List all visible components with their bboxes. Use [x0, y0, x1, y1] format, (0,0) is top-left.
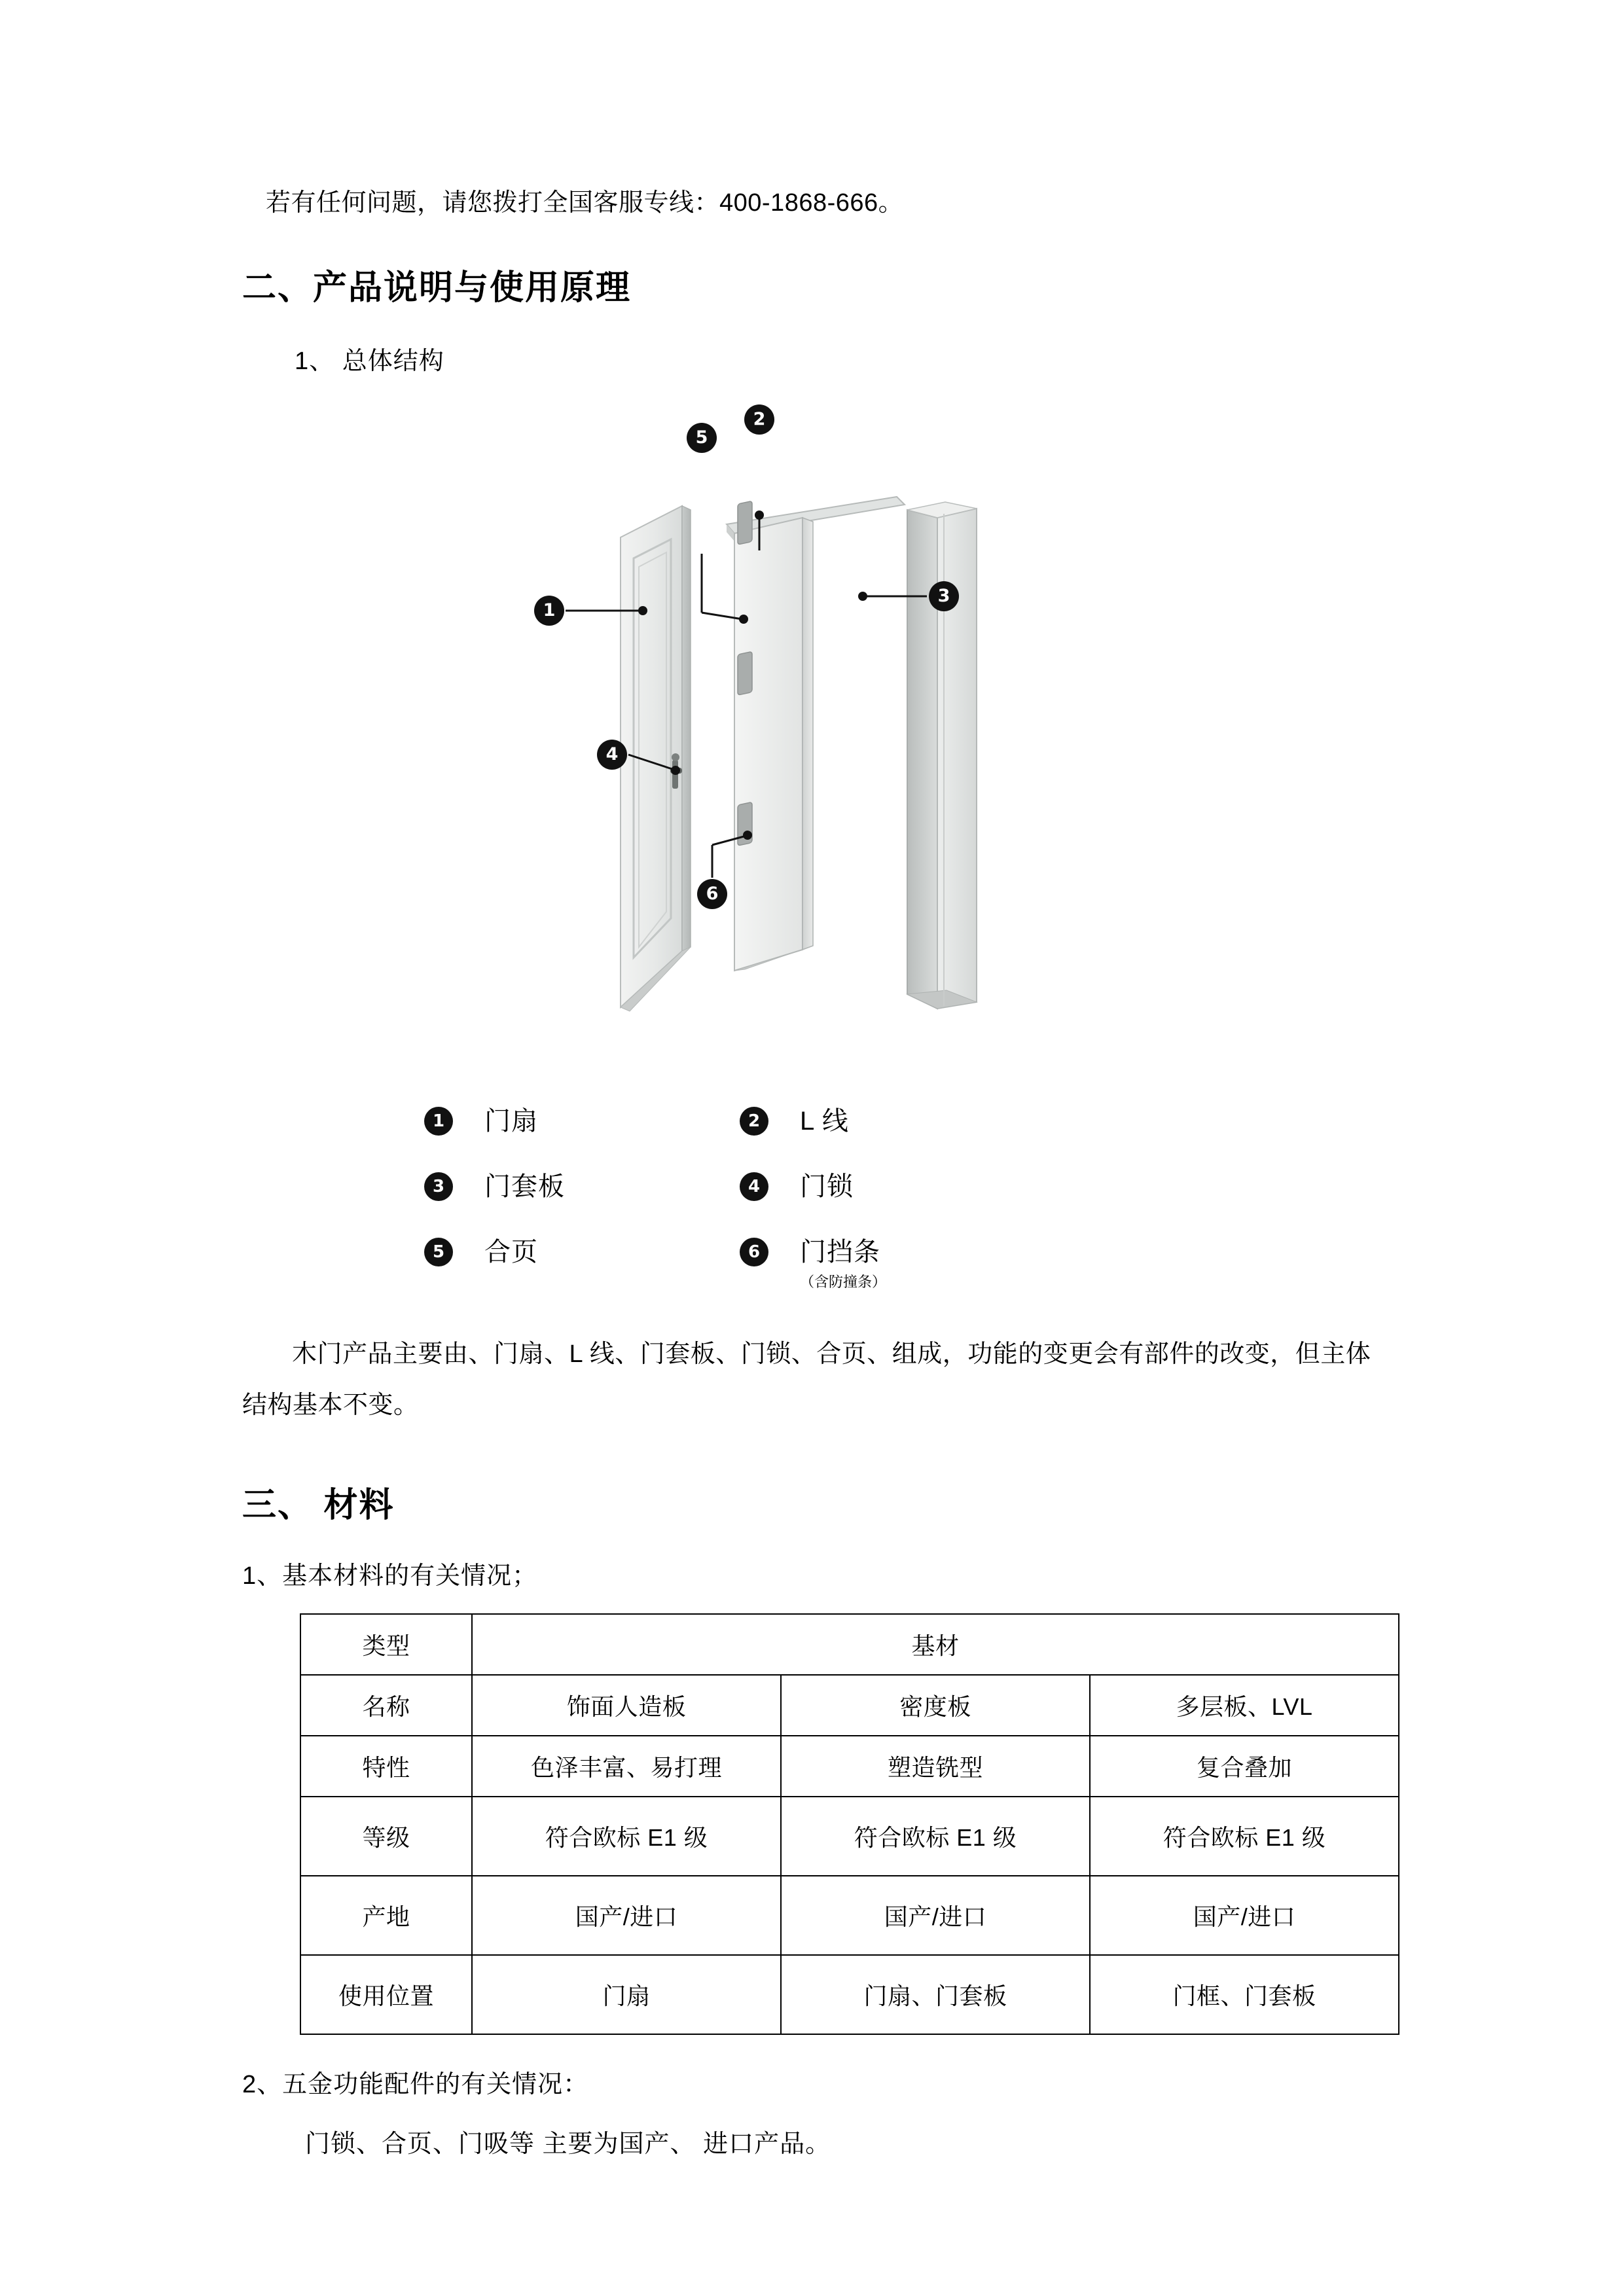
table-cell: 符合欧标 E1 级	[781, 1797, 1090, 1876]
legend-label-6-main: 门挡条	[800, 1237, 880, 1266]
table-cell-header: 使用位置	[300, 1955, 472, 2034]
table-cell: 多层板、LVL	[1090, 1675, 1399, 1736]
section-heading-2: 二、产品说明与使用原理	[242, 268, 632, 307]
table-cell: 门扇	[472, 1955, 781, 2034]
legend-bullet-6: 6	[740, 1238, 768, 1266]
service-hotline-text: 若有任何问题，请您拨打全国客服专线：400-1868-666。	[266, 189, 904, 217]
table-cell-header: 产地	[300, 1876, 472, 1955]
table-row	[300, 1955, 1399, 2034]
table-cell: 国产/进口	[781, 1876, 1090, 1955]
document-content	[242, 183, 1394, 2159]
section2-item-1-label: 1、 总体结构	[295, 347, 444, 375]
table-cell: 国产/进口	[1090, 1876, 1399, 1955]
table-cell: 符合欧标 E1 级	[472, 1797, 781, 1876]
callout-marker-1: 1	[534, 596, 564, 626]
table-cell: 饰面人造板	[472, 1675, 781, 1736]
table-cell: 门框、门套板	[1090, 1955, 1399, 2034]
table-row	[300, 1736, 1399, 1797]
legend-item-6	[740, 1238, 886, 1297]
table-cell: 复合叠加	[1090, 1736, 1399, 1797]
table-cell-header: 特性	[300, 1736, 472, 1797]
table-cell-header: 类型	[300, 1614, 472, 1675]
table-row	[300, 1614, 1399, 1675]
legend-label-2: L 线	[800, 1106, 849, 1136]
callout-marker-2: 2	[744, 404, 774, 435]
legend-label-6	[800, 1238, 886, 1297]
table-cell: 门扇、门套板	[781, 1955, 1090, 2034]
legend-item-5	[424, 1238, 538, 1266]
callout-marker-3: 3	[929, 581, 959, 611]
legend-label-4: 门锁	[800, 1172, 854, 1201]
legend-bullet-5: 5	[424, 1238, 453, 1266]
table-cell: 符合欧标 E1 级	[1090, 1797, 1399, 1876]
table-cell: 国产/进口	[472, 1876, 781, 1955]
table-cell-header: 等级	[300, 1797, 472, 1876]
callout-marker-6: 6	[697, 879, 727, 909]
legend-bullet-4: 4	[740, 1172, 768, 1201]
legend-label-6-sub: （含防撞条）	[800, 1273, 887, 1290]
section3-item-2-label: 2、五金功能配件的有关情况：	[242, 2070, 589, 2098]
legend-label-5: 合页	[484, 1237, 538, 1266]
table-cell: 塑造铣型	[781, 1736, 1090, 1797]
section3-item-2-text: 门锁、合页、门吸等 主要为国产、 进口产品。	[305, 2130, 831, 2158]
figure-legend	[242, 1107, 1394, 1303]
door-structure-figure	[242, 393, 1394, 1100]
table-row	[300, 1876, 1399, 1955]
legend-bullet-1: 1	[424, 1107, 453, 1136]
table-cell: 色泽丰富、易打理	[472, 1736, 781, 1797]
legend-item-3	[424, 1172, 565, 1201]
callout-marker-5: 5	[687, 423, 717, 453]
table-row	[300, 1797, 1399, 1876]
callout-marker-4: 4	[597, 740, 627, 770]
structure-paragraph: 木门产品主要由、门扇、L 线、门套板、门锁、合页、组成，功能的变更会有部件的改变，但主体结构基本不变。	[242, 1340, 1371, 1419]
table-cell: 基材	[472, 1614, 1399, 1675]
legend-label-1: 门扇	[484, 1106, 538, 1136]
material-table	[300, 1613, 1399, 2035]
table-cell: 密度板	[781, 1675, 1090, 1736]
legend-label-3: 门套板	[484, 1172, 565, 1201]
legend-bullet-2: 2	[740, 1107, 768, 1136]
table-cell-header: 名称	[300, 1675, 472, 1736]
legend-bullet-3: 3	[424, 1172, 453, 1201]
legend-item-1	[424, 1107, 538, 1136]
table-row	[300, 1675, 1399, 1736]
legend-item-2	[740, 1107, 849, 1136]
legend-item-4	[740, 1172, 854, 1201]
door-assembly-illustration	[242, 393, 1394, 1100]
section3-item-1-label: 1、基本材料的有关情况；	[242, 1562, 538, 1590]
section-heading-3: 三、 材料	[242, 1486, 395, 1524]
